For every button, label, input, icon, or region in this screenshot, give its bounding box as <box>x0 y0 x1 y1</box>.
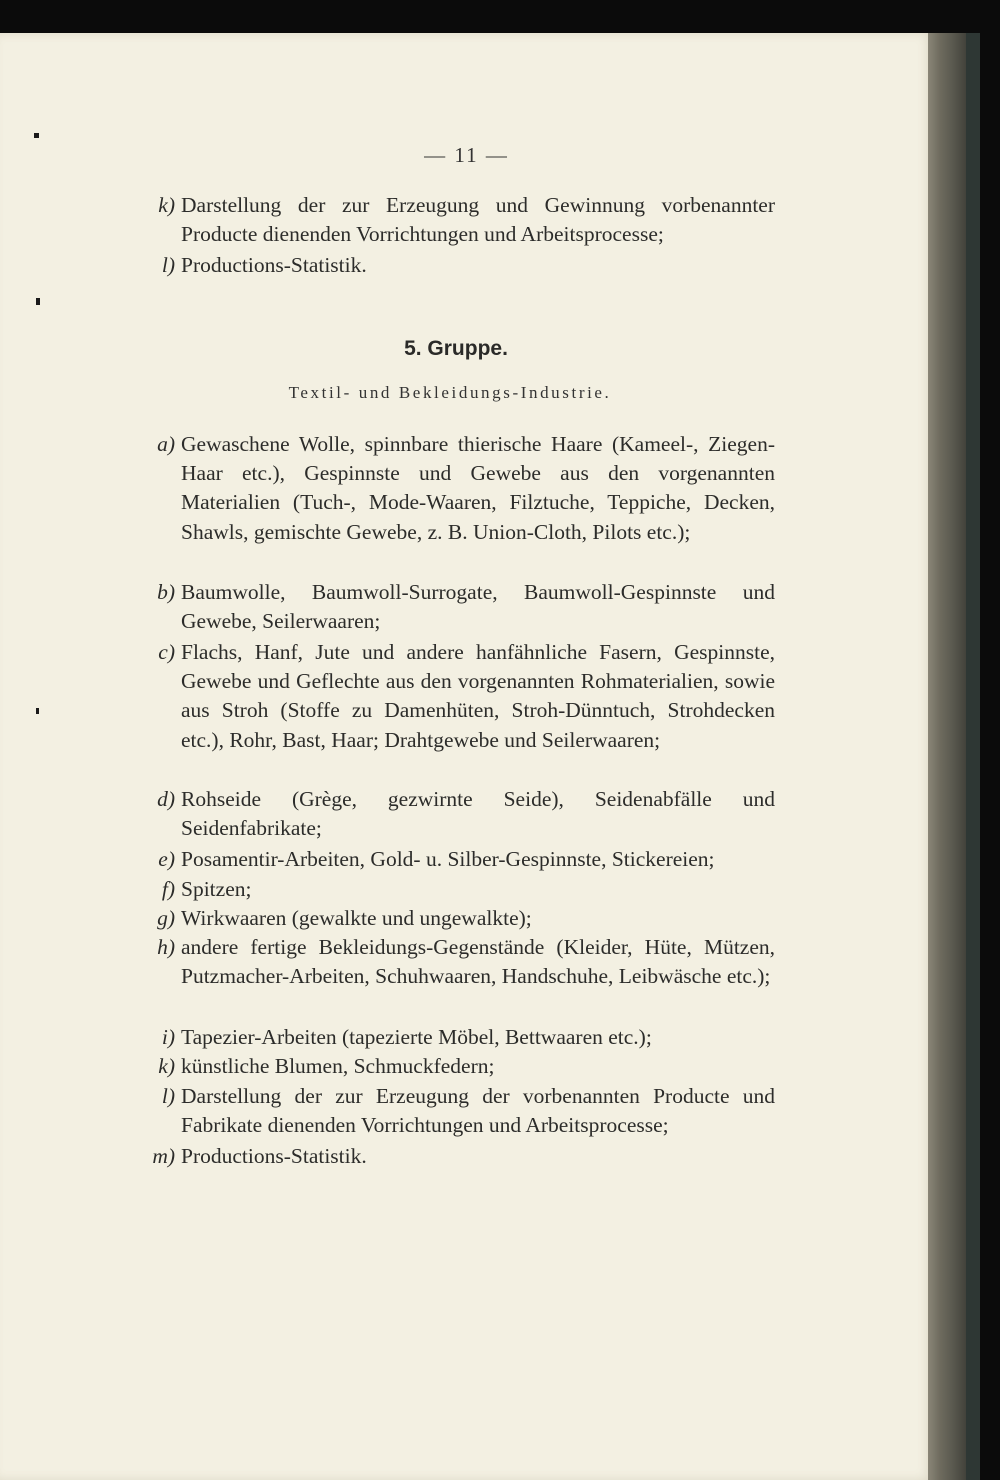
item-text: Productions-Statistik. <box>181 1144 367 1168</box>
list-item <box>145 638 775 755</box>
item-text: künstliche Blumen, Schmuckfedern; <box>181 1054 495 1078</box>
group-title: 5. Gruppe. <box>404 337 508 360</box>
list-item <box>145 933 775 991</box>
list-item <box>145 191 775 249</box>
item-text: Posamentir-Arbeiten, Gold- u. Silber-Gespinnste, Stickereien; <box>181 847 715 871</box>
book-cover-edge <box>928 33 968 1480</box>
item-text: Wirkwaaren (gewalkte und ungewalkte); <box>181 906 532 930</box>
group-subtitle: Textil- und Bekleidungs-Industrie. <box>288 383 612 402</box>
item-text: Darstellung der zur Erzeugung der vorbenannten Producte und Fabrikate dienenden Vorrichtungen und Arbeitsprocesse; <box>181 1084 775 1138</box>
list-item <box>145 430 775 547</box>
item-label: e) <box>158 847 175 871</box>
book-spine <box>966 33 980 1480</box>
item-text: andere fertige Bekleidungs-Gegenstände (Kleider, Hüte, Mützen, Putzmacher-Arbeiten, Schuhwaaren, Handschuhe, Leibwäsche etc.); <box>181 935 775 989</box>
item-label: b) <box>157 580 175 604</box>
list-item <box>145 1023 775 1052</box>
item-text: Productions-Statistik. <box>181 253 367 277</box>
list-item <box>145 251 775 280</box>
item-label: l) <box>161 1084 175 1108</box>
item-text: Tapezier-Arbeiten (tapezierte Möbel, Bettwaaren etc.); <box>181 1025 652 1049</box>
item-text: Rohseide (Grège, gezwirnte Seide), Seidenabfälle und Seidenfabrikate; <box>181 787 775 841</box>
item-text: Spitzen; <box>181 877 252 901</box>
list-item <box>145 1052 775 1081</box>
item-text: Baumwolle, Baumwoll-Surrogate, Baumwoll-Gespinnste und Gewebe, Seilerwaaren; <box>181 580 775 634</box>
item-label: d) <box>157 787 175 811</box>
item-label: i) <box>161 1025 175 1049</box>
item-label: a) <box>157 432 175 456</box>
item-label: l) <box>161 253 175 277</box>
list-item <box>145 1142 775 1171</box>
list-item <box>145 1082 775 1140</box>
list-item <box>145 875 775 904</box>
list-item <box>145 785 775 843</box>
list-item <box>145 578 775 636</box>
item-label: g) <box>157 906 175 930</box>
item-label: f) <box>161 877 175 901</box>
margin-mark <box>34 133 39 138</box>
margin-mark <box>36 708 39 714</box>
list-item <box>145 904 775 933</box>
list-item <box>145 845 775 874</box>
item-label: c) <box>158 640 175 664</box>
item-text: Darstellung der zur Erzeugung und Gewinnung vorbenannter Producte dienenden Vorrichtungen und Arbeitsprocesse; <box>181 193 775 247</box>
item-label: h) <box>157 935 175 959</box>
item-text: Gewaschene Wolle, spinnbare thierische Haare (Kameel-, Ziegen-Haar etc.), Gespinnste und Gewebe aus den vorgenannten Materialien (Tuch-, Mode-Waaren, Filztuche, Teppiche, Decken, Shawls, gemischte Gewebe, z. B. Union-Cloth, Pilots etc.); <box>181 432 775 544</box>
margin-mark <box>36 298 40 305</box>
item-label: k) <box>158 193 175 217</box>
item-label: k) <box>158 1054 175 1078</box>
item-label: m) <box>152 1144 175 1168</box>
item-text: Flachs, Hanf, Jute und andere hanfähnliche Fasern, Gespinnste, Gewebe und Geflechte aus den vorgenannten Rohmaterialien, sowie aus Stroh (Stoffe zu Damenhüten, Stroh-Dünntuch, Strohdecken etc.), Rohr, Bast, Haar; Drahtgewebe und Seilerwaaren; <box>181 640 775 752</box>
page-number: — 11 — <box>424 143 509 167</box>
